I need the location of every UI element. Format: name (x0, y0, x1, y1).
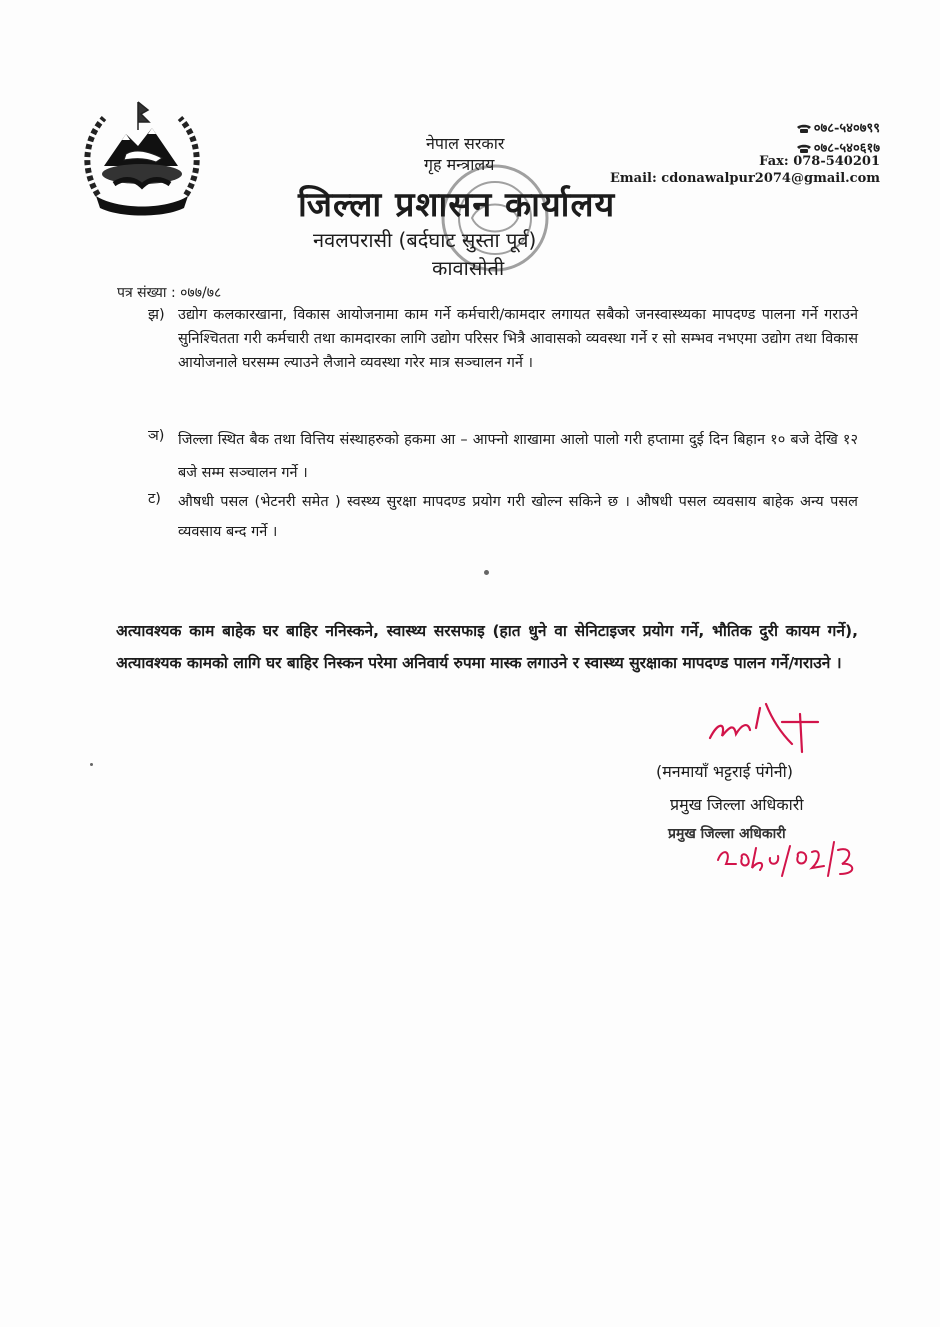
handwritten-date-icon (712, 834, 872, 884)
list-item-marker: ञ) (148, 428, 165, 444)
telephone-icon (796, 144, 812, 154)
phone-1-text: ०७८-५४०७९९ (813, 121, 880, 136)
signature-icon (700, 700, 840, 760)
signatory-title: प्रमुख जिल्ला अधिकारी (670, 795, 804, 814)
fax-number: Fax: 078-540201 (759, 154, 880, 169)
phone-2-text: ०७८-५४०६१७ (813, 141, 880, 156)
letter-number: पत्र संख्या : ०७७/७८ (117, 285, 222, 301)
signatory-stamp: प्रमुख जिल्ला अधिकारी (668, 826, 786, 842)
list-item-marker: झ) (148, 307, 165, 323)
office-title: जिल्ला प्रशासन कार्यालय (298, 185, 616, 225)
phone-number-1 (796, 118, 880, 136)
government-name: नेपाल सरकार (426, 134, 505, 153)
telephone-icon (796, 124, 812, 134)
district-name: नवलपरासी (बर्दघाट सुस्ता पूर्व) (313, 228, 537, 252)
list-item-text: औषधी पसल (भेटनरी समेत ) स्वस्थ्य सुरक्षा मापदण्ड प्रयोग गरी खोल्न सकिने छ । औषधी पसल व्यवसाय बाहेक अन्य पसल व्यवसाय बन्द गर्ने । (178, 494, 858, 540)
list-item-text: जिल्ला स्थित बैक तथा वित्तिय संस्थाहरुको हकमा आ – आफ्नो शाखामा आलो पालो गरी हप्तामा दुई दिन बिहान १० बजे देखि १२ बजे सम्म सञ्चालन गर्ने । (178, 432, 858, 481)
town-name: कावासोती (432, 256, 505, 280)
signatory-name: (मनमायाँ भट्टराई पंगेनी) (656, 762, 793, 781)
list-item-text: उद्योग कलकारखाना, विकास आयोजनामा काम गर्ने कर्मचारी/कामदार लगायत सबैको जनस्वास्थ्यका मापदण्ड पालना गर्ने गराउने सुनिश्चितता गरी कर्मचारी तथा कामदारका लागि उद्योग परिसर भित्रै आवासको व्यवस्था गर्ने र सो सम्भव नभएमा उद्योग तथा विकास आयोजनाले घरसम्म ल्याउने लैजाने व्यवस्था गरेर मात्र सञ्चालन गर्ने । (178, 307, 858, 371)
scan-speck (484, 570, 489, 575)
ministry-name: गृह मन्त्रालय (424, 155, 495, 174)
scan-speck (90, 763, 93, 766)
nepal-emblem-icon (78, 100, 206, 218)
email-address: Email: cdonawalpur2074@gmail.com (610, 171, 880, 186)
list-item-marker: ट) (148, 491, 161, 507)
public-notice-paragraph: अत्यावश्यक काम बाहेक घर बाहिर ननिस्कने, स्वास्थ्य सरसफाइ (हात धुने वा सेनिटाइजर प्रयोग गर्ने, भौतिक दुरी कायम गर्ने), अत्यावश्यक कामको लागि घर बाहिर निस्कन परेमा अनिवार्य रुपमा मास्क लगाउने र स्वास्थ्य सुरक्षाका मापदण्ड पालन गर्ने/गराउने । (116, 622, 858, 672)
list-item (148, 424, 868, 484)
